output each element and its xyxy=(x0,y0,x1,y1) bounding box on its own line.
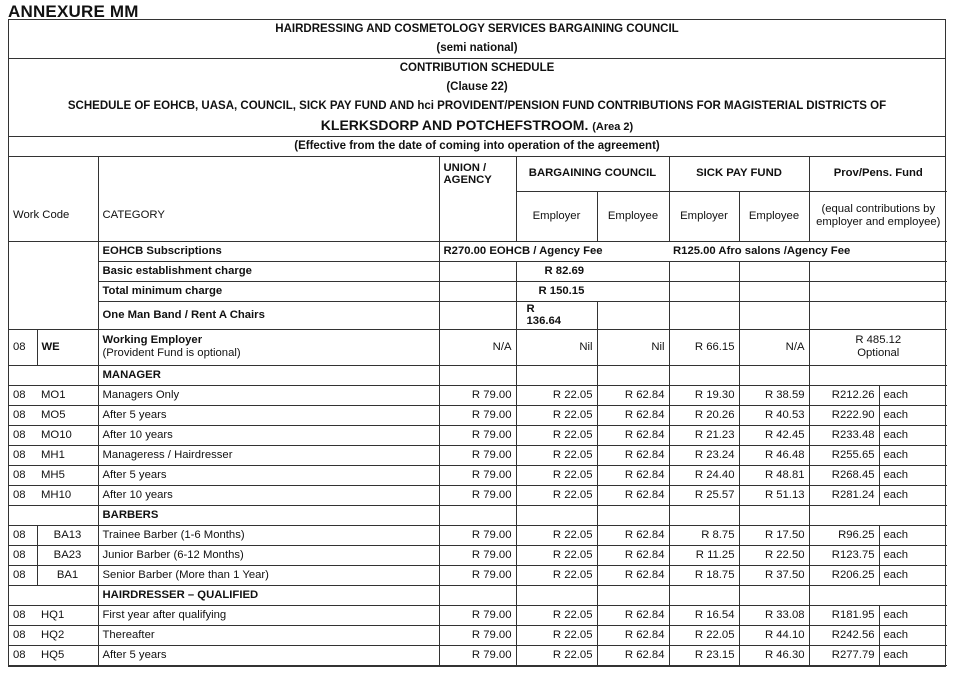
row-union: R 79.00 xyxy=(439,445,516,465)
row-category: Thereafter xyxy=(98,625,439,645)
union-subheader xyxy=(439,191,516,241)
row-each: each xyxy=(879,405,947,425)
section-title: MANAGER xyxy=(98,365,439,385)
row-spf-employer: R 21.23 xyxy=(669,425,739,445)
row-bc-employee: R 62.84 xyxy=(597,645,669,665)
schedule-header xyxy=(9,59,945,137)
we-union: N/A xyxy=(439,329,516,365)
row-bc-employer: R 22.05 xyxy=(516,625,597,645)
row-num: 08 xyxy=(9,605,37,625)
row-bc-employee: R 62.84 xyxy=(597,565,669,585)
total-prov xyxy=(809,281,947,301)
row-prov: R212.26 xyxy=(809,385,879,405)
row-spf-employer: R 23.15 xyxy=(669,645,739,665)
row-each: each xyxy=(879,565,947,585)
basic-label: Basic establishment charge xyxy=(98,261,439,281)
table-row xyxy=(9,385,947,405)
eohcb-label: EOHCB Subscriptions xyxy=(98,241,439,261)
section-blank xyxy=(809,585,947,605)
row-each: each xyxy=(879,545,947,565)
total-union xyxy=(439,281,516,301)
schedule-description: SCHEDULE OF EOHCB, UASA, COUNCIL, SICK PAY FUND AND hci PROVIDENT/PENSION FUND CONTRIBUTIONS FOR MAGISTERIAL DISTRICTS OF xyxy=(67,100,887,112)
row-bc-employer: R 22.05 xyxy=(516,465,597,485)
bc-employee-header: Employee xyxy=(597,191,669,241)
we-bc-employee: Nil xyxy=(597,329,669,365)
we-label: Working Employer xyxy=(102,334,203,346)
row-num: 08 xyxy=(9,525,37,545)
row-bc-employer: R 22.05 xyxy=(516,565,597,585)
row-category: Senior Barber (More than 1 Year) xyxy=(98,565,439,585)
section-header-row xyxy=(9,585,947,605)
eohcb-code xyxy=(9,241,98,261)
category-header: CATEGORY xyxy=(98,191,439,241)
row-code: BA1 xyxy=(37,565,98,585)
row-category: Manageress / Hairdresser xyxy=(98,445,439,465)
work-code-header-top xyxy=(9,157,98,191)
table-row xyxy=(9,425,947,445)
table-row xyxy=(9,605,947,625)
section-blank xyxy=(739,505,809,525)
table-row xyxy=(9,565,947,585)
eohcb-fee: R270.00 EOHCB / Agency Fee xyxy=(439,241,669,261)
row-code: HQ1 xyxy=(37,605,98,625)
we-code: WE xyxy=(37,329,98,365)
row-code: MH1 xyxy=(37,445,98,465)
row-num: 08 xyxy=(9,465,37,485)
we-spf-employee: N/A xyxy=(739,329,809,365)
row-union: R 79.00 xyxy=(439,485,516,505)
schedule-title: CONTRIBUTION SCHEDULE xyxy=(399,62,555,74)
oneman-union xyxy=(439,301,516,329)
total-label: Total minimum charge xyxy=(98,281,439,301)
row-code: BA13 xyxy=(37,525,98,545)
row-spf-employer: R 24.40 xyxy=(669,465,739,485)
row-bc-employee: R 62.84 xyxy=(597,485,669,505)
total-code xyxy=(9,281,98,301)
section-blank xyxy=(597,585,669,605)
row-prov: R233.48 xyxy=(809,425,879,445)
we-num: 08 xyxy=(9,329,37,365)
row-union: R 79.00 xyxy=(439,425,516,445)
row-code: MO5 xyxy=(37,405,98,425)
section-blank xyxy=(809,505,947,525)
section-num-blank xyxy=(9,505,37,525)
row-spf-employee: R 48.81 xyxy=(739,465,809,485)
we-note: (Provident Fund is optional) xyxy=(102,347,241,359)
basic-union xyxy=(439,261,516,281)
section-code-blank xyxy=(37,585,98,605)
total-value: R 150.15 xyxy=(516,281,669,301)
row-spf-employee: R 38.59 xyxy=(739,385,809,405)
row-union: R 79.00 xyxy=(439,405,516,425)
row-num: 08 xyxy=(9,565,37,585)
row-union: R 79.00 xyxy=(439,605,516,625)
section-blank xyxy=(516,585,597,605)
table-row xyxy=(9,485,947,505)
section-header-row xyxy=(9,505,947,525)
row-bc-employer: R 22.05 xyxy=(516,405,597,425)
we-category xyxy=(98,329,439,365)
row-each: each xyxy=(879,385,947,405)
row-num: 08 xyxy=(9,485,37,505)
row-each: each xyxy=(879,445,947,465)
section-blank xyxy=(516,365,597,385)
row-bc-employer: R 22.05 xyxy=(516,545,597,565)
section-blank xyxy=(516,505,597,525)
row-category: After 5 years xyxy=(98,465,439,485)
row-num: 08 xyxy=(9,625,37,645)
bc-header: BARGAINING COUNCIL xyxy=(516,157,669,191)
spf-header: SICK PAY FUND xyxy=(669,157,809,191)
row-spf-employer: R 16.54 xyxy=(669,605,739,625)
row-spf-employee: R 51.13 xyxy=(739,485,809,505)
row-prov: R281.24 xyxy=(809,485,879,505)
work-code-header: Work Code xyxy=(9,191,98,241)
we-prov xyxy=(809,329,947,365)
row-prov: R255.65 xyxy=(809,445,879,465)
row-bc-employee: R 62.84 xyxy=(597,385,669,405)
row-prov: R96.25 xyxy=(809,525,879,545)
row-spf-employer: R 25.57 xyxy=(669,485,739,505)
row-spf-employee: R 46.30 xyxy=(739,645,809,665)
oneman-code xyxy=(9,301,98,329)
row-bc-employee: R 62.84 xyxy=(597,525,669,545)
row-each: each xyxy=(879,525,947,545)
section-blank xyxy=(669,365,739,385)
section-blank xyxy=(739,365,809,385)
row-spf-employee: R 22.50 xyxy=(739,545,809,565)
basic-spf-er xyxy=(669,261,739,281)
section-blank xyxy=(597,505,669,525)
row-bc-employer: R 22.05 xyxy=(516,525,597,545)
row-union: R 79.00 xyxy=(439,625,516,645)
row-num: 08 xyxy=(9,405,37,425)
row-each: each xyxy=(879,465,947,485)
row-code: MO1 xyxy=(37,385,98,405)
basic-charge-row xyxy=(9,261,947,281)
row-bc-employee: R 62.84 xyxy=(597,625,669,645)
section-blank xyxy=(669,585,739,605)
section-blank xyxy=(439,585,516,605)
row-spf-employee: R 33.08 xyxy=(739,605,809,625)
one-man-band-row xyxy=(9,301,947,329)
row-bc-employer: R 22.05 xyxy=(516,485,597,505)
row-each: each xyxy=(879,605,947,625)
row-bc-employer: R 22.05 xyxy=(516,605,597,625)
row-each: each xyxy=(879,645,947,665)
section-blank xyxy=(439,365,516,385)
section-num-blank xyxy=(9,585,37,605)
oneman-spf-ee xyxy=(739,301,809,329)
prov-header: Prov/Pens. Fund xyxy=(809,157,947,191)
row-category: First year after qualifying xyxy=(98,605,439,625)
afro-fee: R125.00 Afro salons /Agency Fee xyxy=(669,241,947,261)
oneman-prov xyxy=(809,301,947,329)
header-row-1 xyxy=(9,157,947,191)
section-title: HAIRDRESSER – QUALIFIED xyxy=(98,585,439,605)
section-code-blank xyxy=(37,365,98,385)
row-spf-employer: R 20.26 xyxy=(669,405,739,425)
row-code: MH10 xyxy=(37,485,98,505)
row-union: R 79.00 xyxy=(439,525,516,545)
row-category: Trainee Barber (1-6 Months) xyxy=(98,525,439,545)
row-category: After 5 years xyxy=(98,405,439,425)
we-prov-amount: R 485.12 xyxy=(855,334,902,346)
row-code: MH5 xyxy=(37,465,98,485)
row-spf-employer: R 18.75 xyxy=(669,565,739,585)
row-bc-employee: R 62.84 xyxy=(597,425,669,445)
we-bc-employer: Nil xyxy=(516,329,597,365)
basic-prov xyxy=(809,261,947,281)
row-prov: R268.45 xyxy=(809,465,879,485)
row-category: Managers Only xyxy=(98,385,439,405)
total-spf-er xyxy=(669,281,739,301)
section-blank xyxy=(669,505,739,525)
row-num: 08 xyxy=(9,425,37,445)
row-num: 08 xyxy=(9,385,37,405)
schedule-frame xyxy=(8,19,946,667)
category-header-top xyxy=(98,157,439,191)
row-category: After 10 years xyxy=(98,485,439,505)
schedule-districts xyxy=(9,116,945,136)
total-spf-ee xyxy=(739,281,809,301)
row-union: R 79.00 xyxy=(439,545,516,565)
row-spf-employer: R 8.75 xyxy=(669,525,739,545)
table-row xyxy=(9,645,947,665)
spf-employee-header: Employee xyxy=(739,191,809,241)
oneman-label: One Man Band / Rent A Chairs xyxy=(98,301,439,329)
row-category: After 10 years xyxy=(98,425,439,445)
row-spf-employee: R 46.48 xyxy=(739,445,809,465)
row-num: 08 xyxy=(9,545,37,565)
prov-note-header: (equal contributions by employer and employee) xyxy=(809,191,947,241)
effective-header xyxy=(9,137,945,157)
council-scope: (semi national) xyxy=(436,42,518,54)
row-bc-employee: R 62.84 xyxy=(597,545,669,565)
section-blank xyxy=(739,585,809,605)
eohcb-row xyxy=(9,241,947,261)
section-title: BARBERS xyxy=(98,505,439,525)
section-code-blank xyxy=(37,505,98,525)
row-spf-employee: R 17.50 xyxy=(739,525,809,545)
we-prov-optional: Optional xyxy=(857,347,900,359)
section-header-row xyxy=(9,365,947,385)
row-code: HQ2 xyxy=(37,625,98,645)
row-union: R 79.00 xyxy=(439,465,516,485)
table-row xyxy=(9,445,947,465)
row-spf-employer: R 22.05 xyxy=(669,625,739,645)
annexure-title: ANNEXURE MM xyxy=(8,2,139,21)
table-row xyxy=(9,465,947,485)
table-row xyxy=(9,405,947,425)
row-bc-employee: R 62.84 xyxy=(597,465,669,485)
section-blank xyxy=(597,365,669,385)
row-num: 08 xyxy=(9,645,37,665)
row-each: each xyxy=(879,425,947,445)
row-prov: R123.75 xyxy=(809,545,879,565)
oneman-value: R 136.64 xyxy=(516,301,597,329)
section-blank xyxy=(439,505,516,525)
row-spf-employee: R 37.50 xyxy=(739,565,809,585)
council-name: HAIRDRESSING AND COSMETOLOGY SERVICES BARGAINING COUNCIL xyxy=(275,23,679,35)
header-row-3 xyxy=(9,191,947,241)
area-text: (Area 2) xyxy=(592,121,634,133)
row-union: R 79.00 xyxy=(439,645,516,665)
contribution-table xyxy=(9,157,947,666)
row-category: After 5 years xyxy=(98,645,439,665)
basic-spf-ee xyxy=(739,261,809,281)
districts-text: KLERKSDORP AND POTCHEFSTROOM. xyxy=(320,117,589,133)
row-union: R 79.00 xyxy=(439,385,516,405)
we-spf-employer: R 66.15 xyxy=(669,329,739,365)
row-bc-employee: R 62.84 xyxy=(597,445,669,465)
table-row xyxy=(9,625,947,645)
section-blank xyxy=(809,365,947,385)
oneman-bc-ee xyxy=(597,301,669,329)
basic-code xyxy=(9,261,98,281)
effective-text: (Effective from the date of coming into operation of the agreement) xyxy=(294,140,660,152)
row-bc-employer: R 22.05 xyxy=(516,425,597,445)
row-num: 08 xyxy=(9,445,37,465)
row-code: BA23 xyxy=(37,545,98,565)
row-each: each xyxy=(879,625,947,645)
spf-employer-header: Employer xyxy=(669,191,739,241)
row-spf-employer: R 19.30 xyxy=(669,385,739,405)
row-prov: R181.95 xyxy=(809,605,879,625)
row-each: each xyxy=(879,485,947,505)
row-prov: R222.90 xyxy=(809,405,879,425)
bc-employer-header: Employer xyxy=(516,191,597,241)
row-spf-employee: R 40.53 xyxy=(739,405,809,425)
row-prov: R206.25 xyxy=(809,565,879,585)
row-spf-employee: R 44.10 xyxy=(739,625,809,645)
oneman-spf-er xyxy=(669,301,739,329)
row-category: Junior Barber (6-12 Months) xyxy=(98,545,439,565)
union-header: UNION / AGENCY xyxy=(439,157,516,191)
section-num-blank xyxy=(9,365,37,385)
working-employer-row xyxy=(9,329,947,365)
row-code: HQ5 xyxy=(37,645,98,665)
row-bc-employee: R 62.84 xyxy=(597,605,669,625)
total-charge-row xyxy=(9,281,947,301)
row-spf-employee: R 42.45 xyxy=(739,425,809,445)
row-bc-employee: R 62.84 xyxy=(597,405,669,425)
table-row xyxy=(9,545,947,565)
row-bc-employer: R 22.05 xyxy=(516,645,597,665)
row-spf-employer: R 23.24 xyxy=(669,445,739,465)
schedule-clause: (Clause 22) xyxy=(446,81,508,93)
row-code: MO10 xyxy=(37,425,98,445)
row-prov: R242.56 xyxy=(809,625,879,645)
row-union: R 79.00 xyxy=(439,565,516,585)
council-header xyxy=(9,20,945,59)
row-bc-employer: R 22.05 xyxy=(516,445,597,465)
row-bc-employer: R 22.05 xyxy=(516,385,597,405)
row-spf-employer: R 11.25 xyxy=(669,545,739,565)
basic-value: R 82.69 xyxy=(516,261,669,281)
table-row xyxy=(9,525,947,545)
row-prov: R277.79 xyxy=(809,645,879,665)
